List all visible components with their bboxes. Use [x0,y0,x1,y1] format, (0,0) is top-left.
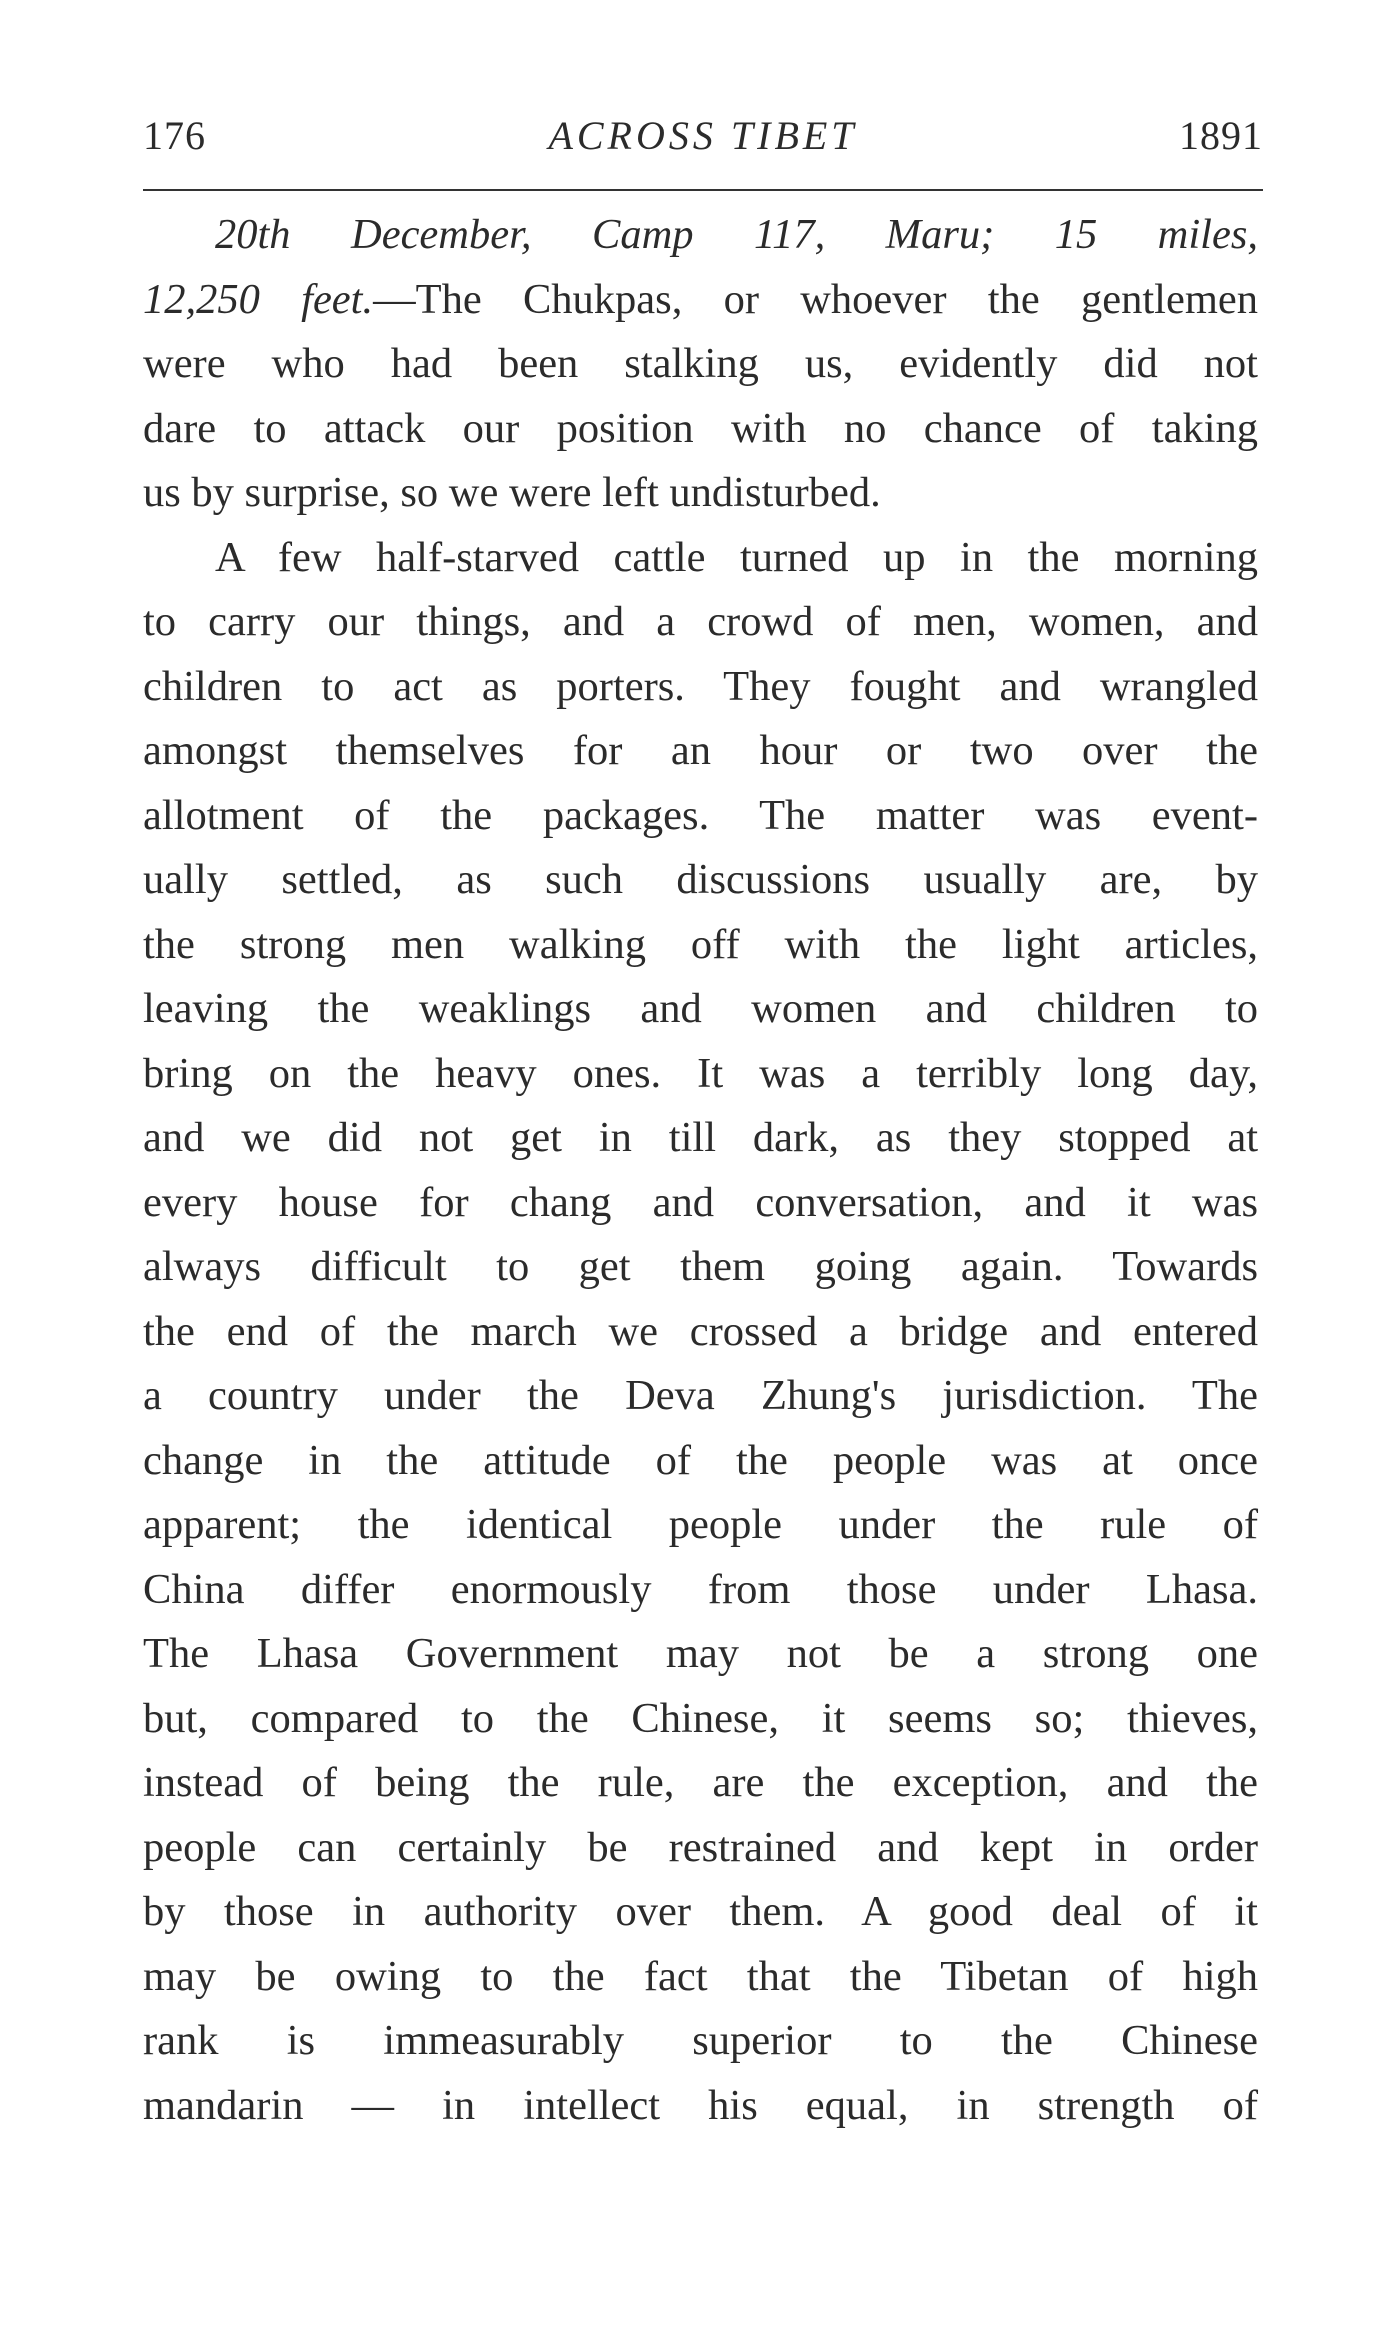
text-line: were who had been stalking us, evidently did not [143,340,1258,387]
text-line: always difficult to get them going again. Towards [143,1243,1258,1290]
running-head [143,112,1263,172]
text-line [143,203,1258,268]
running-year: 1891 [1179,113,1263,158]
text-line: ually settled, as such discussions usually are, by [143,856,1258,903]
text-line: dare to attack our position with no chance of taking [143,404,1258,452]
text-line: a country under the Deva Zhung's jurisdiction. The [143,1372,1258,1419]
text-line: change in the attitude of the people was at once [143,1436,1258,1484]
text-line: and we did not get in till dark, as they stopped at [143,1114,1258,1161]
text-line: to carry our things, and a crowd of men, women, and [143,598,1258,645]
text-line: amongst themselves for an hour or two over the [143,727,1258,774]
date-heading-cont: 12,250 feet. [143,275,374,323]
text-line: people can certainly be restrained and kept in order [143,1823,1258,1871]
text-line: the strong men walking off with the light articles, [143,920,1258,968]
header-rule [143,189,1263,191]
text-line: allotment of the packages. The matter was event- [143,791,1258,839]
body-text [143,203,1258,2138]
text-line: instead of being the rule, are the exception, and the [143,1759,1258,1806]
text-line: may be owing to the fact that the Tibetan of high [143,1952,1258,2000]
text-line: apparent; the identical people under the rule of [143,1501,1258,1548]
text-line: but, compared to the Chinese, it seems so; thieves, [143,1694,1258,1742]
text-line: A few half-starved cattle turned up in the morning [215,533,1258,581]
text-line: rank is immeasurably superior to the Chinese [143,2017,1258,2064]
running-title: ACROSS TIBET [548,113,858,158]
text-line: The Lhasa Government may not be a strong one [143,1630,1258,1677]
text-line: us by surprise, so we were left undisturbed. [143,469,881,516]
text-line: children to act as porters. They fought and wrangled [143,662,1258,710]
date-heading: 20th December, Camp 117, Maru; 15 miles, [215,211,1258,258]
text-line: mandarin — in intellect his equal, in strength of [143,2081,1258,2129]
page-number: 176 [143,113,206,158]
text-line: by those in authority over them. A good deal of it [143,1888,1258,1935]
text-line: every house for chang and conversation, and it was [143,1178,1258,1226]
text-line: the end of the march we crossed a bridge and entered [143,1307,1258,1355]
text-line: China differ enormously from those under Lhasa. [143,1565,1258,1613]
text-line: leaving the weaklings and women and children to [143,985,1258,1032]
text-line: 12,250 feet.—The Chukpas, or whoever the gentlemen [143,275,1258,323]
text-line: bring on the heavy ones. It was a terribly long day, [143,1049,1258,1097]
